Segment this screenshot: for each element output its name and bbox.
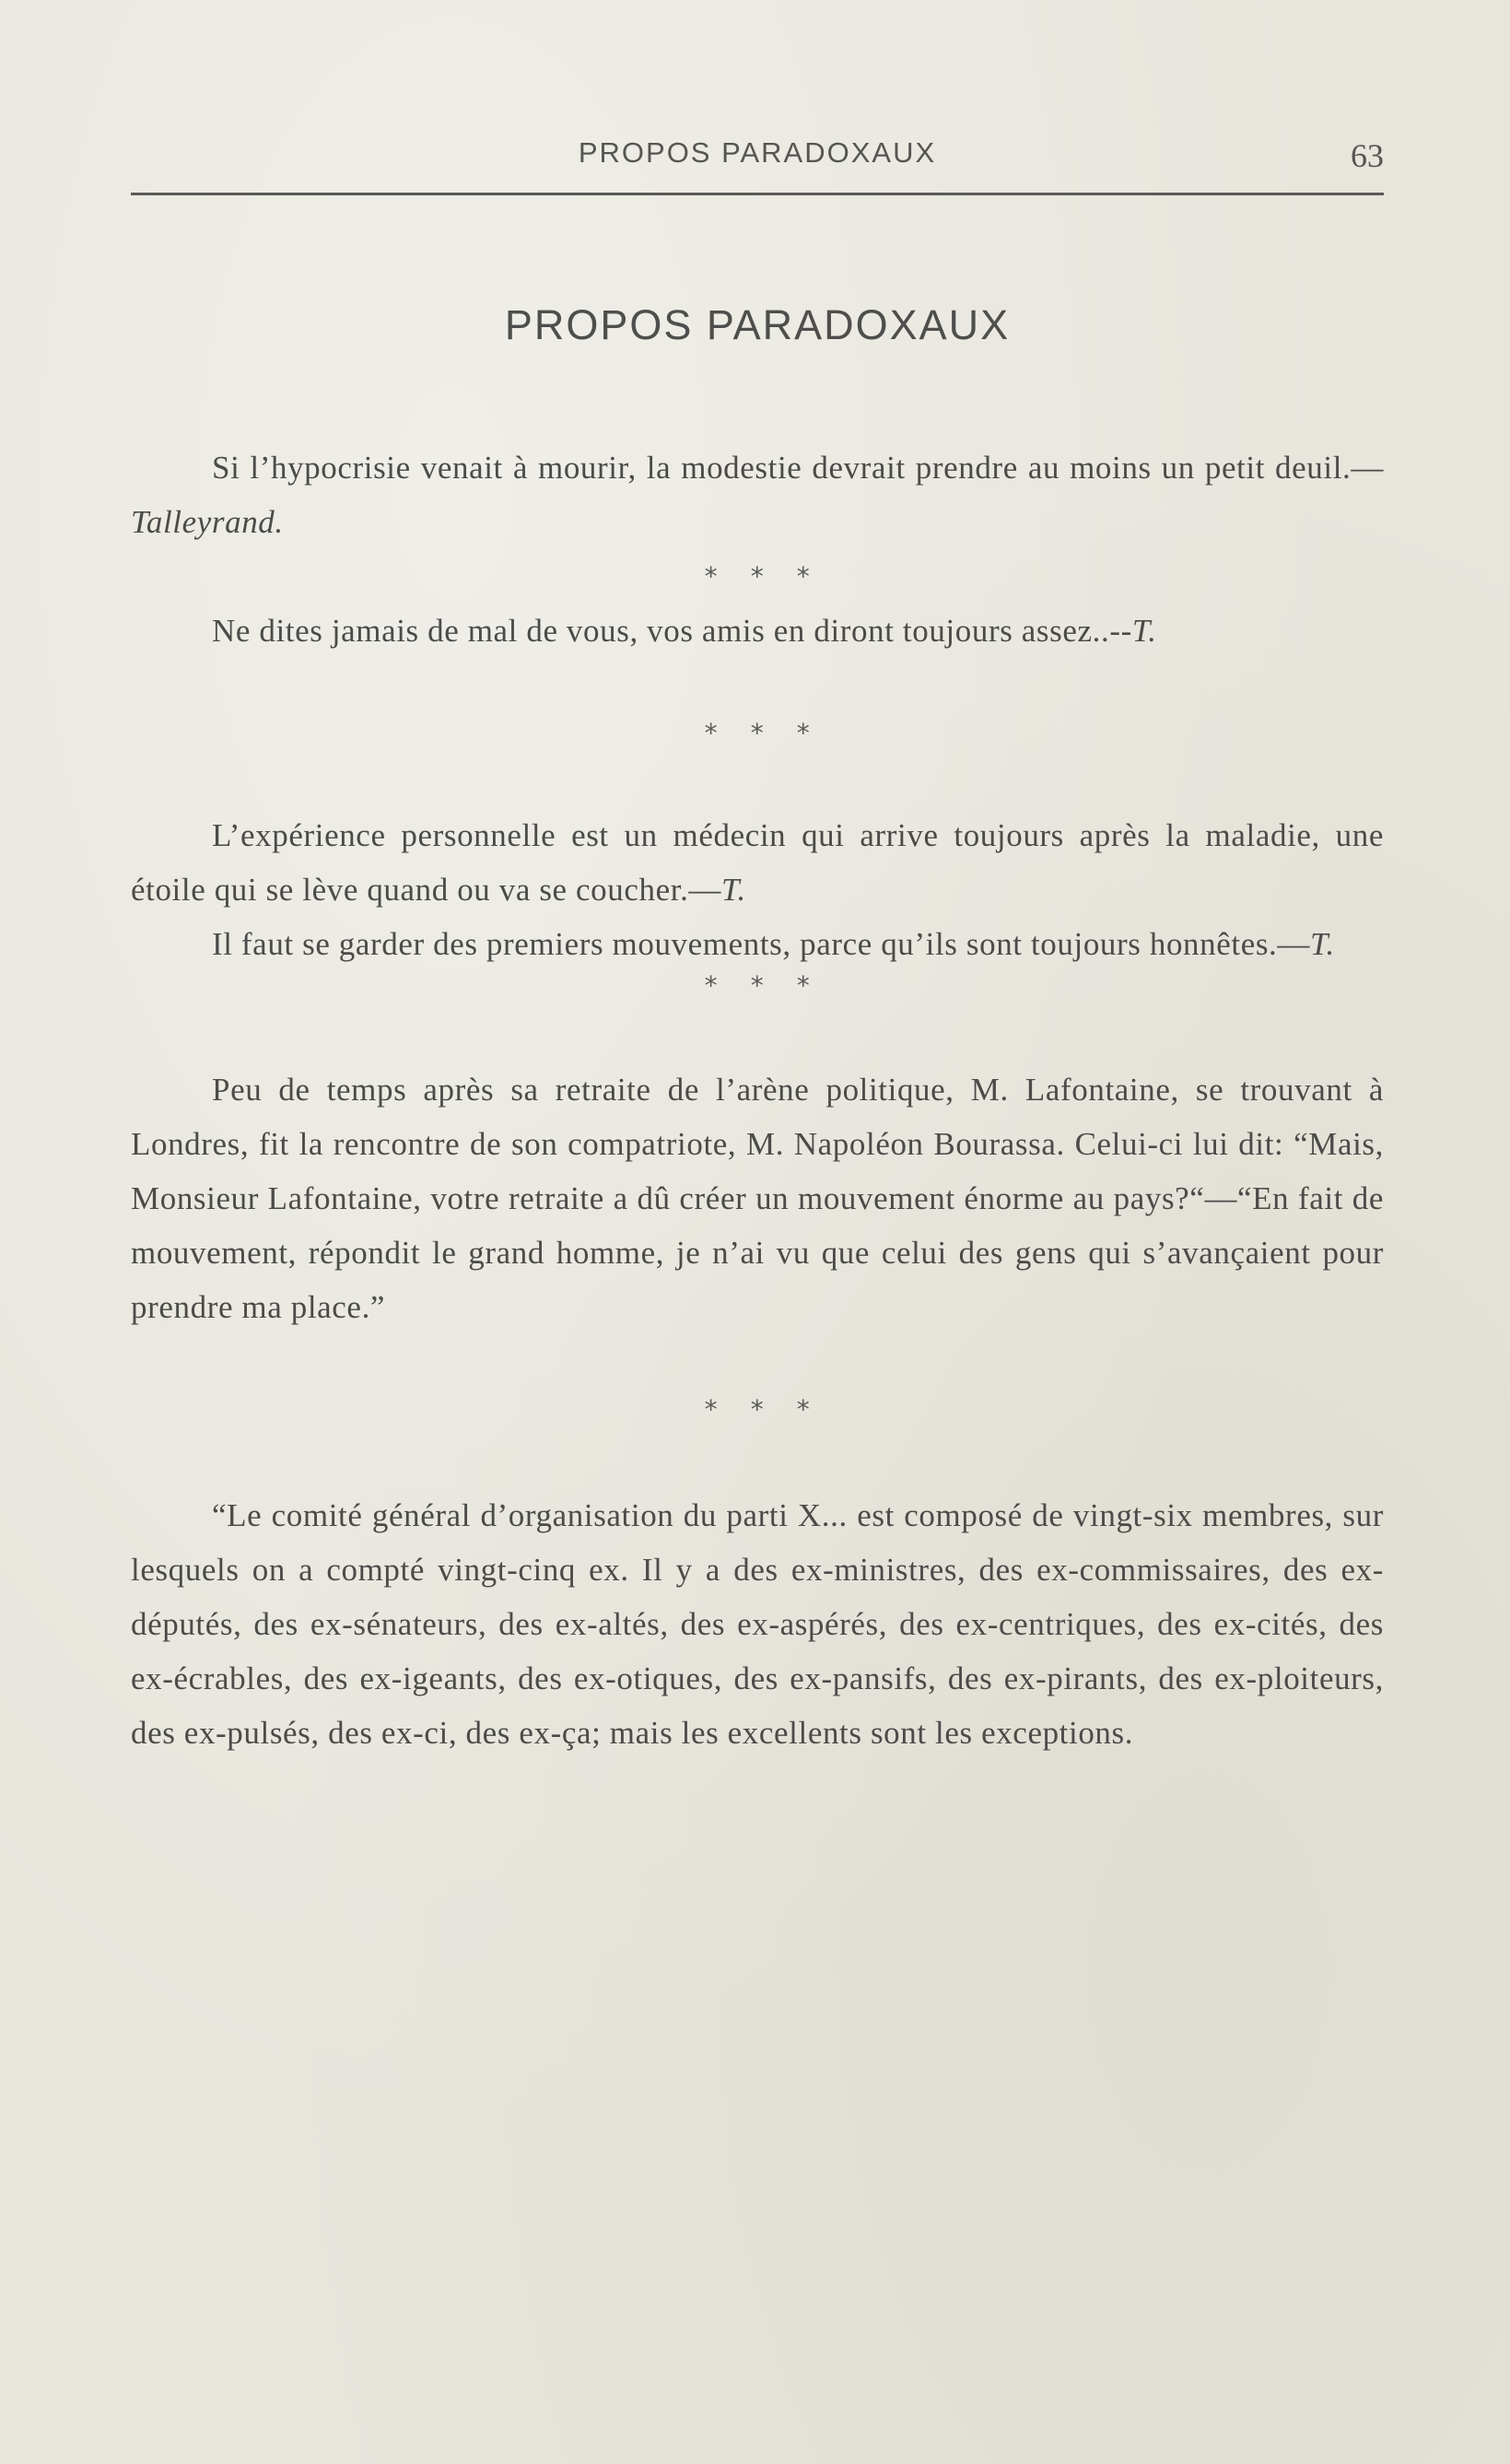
paragraph-2 — [131, 604, 1384, 658]
paragraph-text: L’expérience personnelle est un médecin qui arrive toujours après la maladie, une étoile qui se lève quand ou va se coucher.— — [131, 817, 1384, 908]
paragraph-text: Peu de temps après sa retraite de l’arène politique, M. Lafontaine, se trouvant à Londres, fit la rencontre de son compatriote, M. Napoléon Bourassa. Celui-ci lui dit: “Mais, Monsieur Lafontaine, votre retraite a dû créer un mouvement énorme au pays?“—“En fait de mouvement, répondit le grand homme, je n’ai vu que celui des gens qui s’avançaient pour prendre ma place.” — [131, 1072, 1384, 1325]
paragraph-text: Si l’hypocrisie venait à mourir, la modestie devrait prendre au moins un petit deuil.— — [212, 450, 1384, 486]
paragraph-3 — [131, 808, 1384, 917]
attribution: Talleyrand. — [131, 504, 284, 540]
paragraph-1 — [131, 440, 1384, 549]
section-separator: * * * — [704, 718, 811, 748]
paragraph-text: “Le comité général d’organisation du parti X... est composé de vingt-six membres, sur lesquels on a compté vingt-cinq ex. Il y a des ex-ministres, des ex-commissaires, des ex-députés, des ex-sénateurs, des ex-altés, des ex-aspérés, des ex-centriques, des ex-cités, des ex-écrables, des ex-igeants, des ex-otiques, des ex-pansifs, des ex-pirants, des ex-ploiteurs, des ex-pulsés, des ex-ci, des ex-ça; mais les excellents sont les exceptions. — [131, 1497, 1384, 1751]
paragraph-text: Il faut se garder des premiers mouvements, parce qu’ils sont toujours honnêtes.— — [212, 926, 1311, 962]
attribution: T. — [1310, 926, 1335, 962]
header-rule — [131, 193, 1384, 195]
section-separator: * * * — [704, 561, 811, 592]
section-separator: * * * — [704, 1394, 811, 1425]
attribution: T. — [721, 872, 746, 908]
paragraph-6 — [131, 1488, 1384, 1760]
body-text — [131, 440, 1384, 1760]
page-number: 63 — [1351, 137, 1384, 174]
attribution: T. — [1131, 613, 1157, 649]
chapter-title: PROPOS PARADOXAUX — [504, 301, 1011, 348]
running-header — [131, 136, 1384, 173]
section-separator: * * * — [704, 970, 811, 1001]
paragraph-5 — [131, 1062, 1384, 1334]
paragraph-text: Ne dites jamais de mal de vous, vos amis en diront toujours assez..-- — [212, 613, 1132, 649]
running-title: PROPOS PARADOXAUX — [578, 136, 937, 169]
